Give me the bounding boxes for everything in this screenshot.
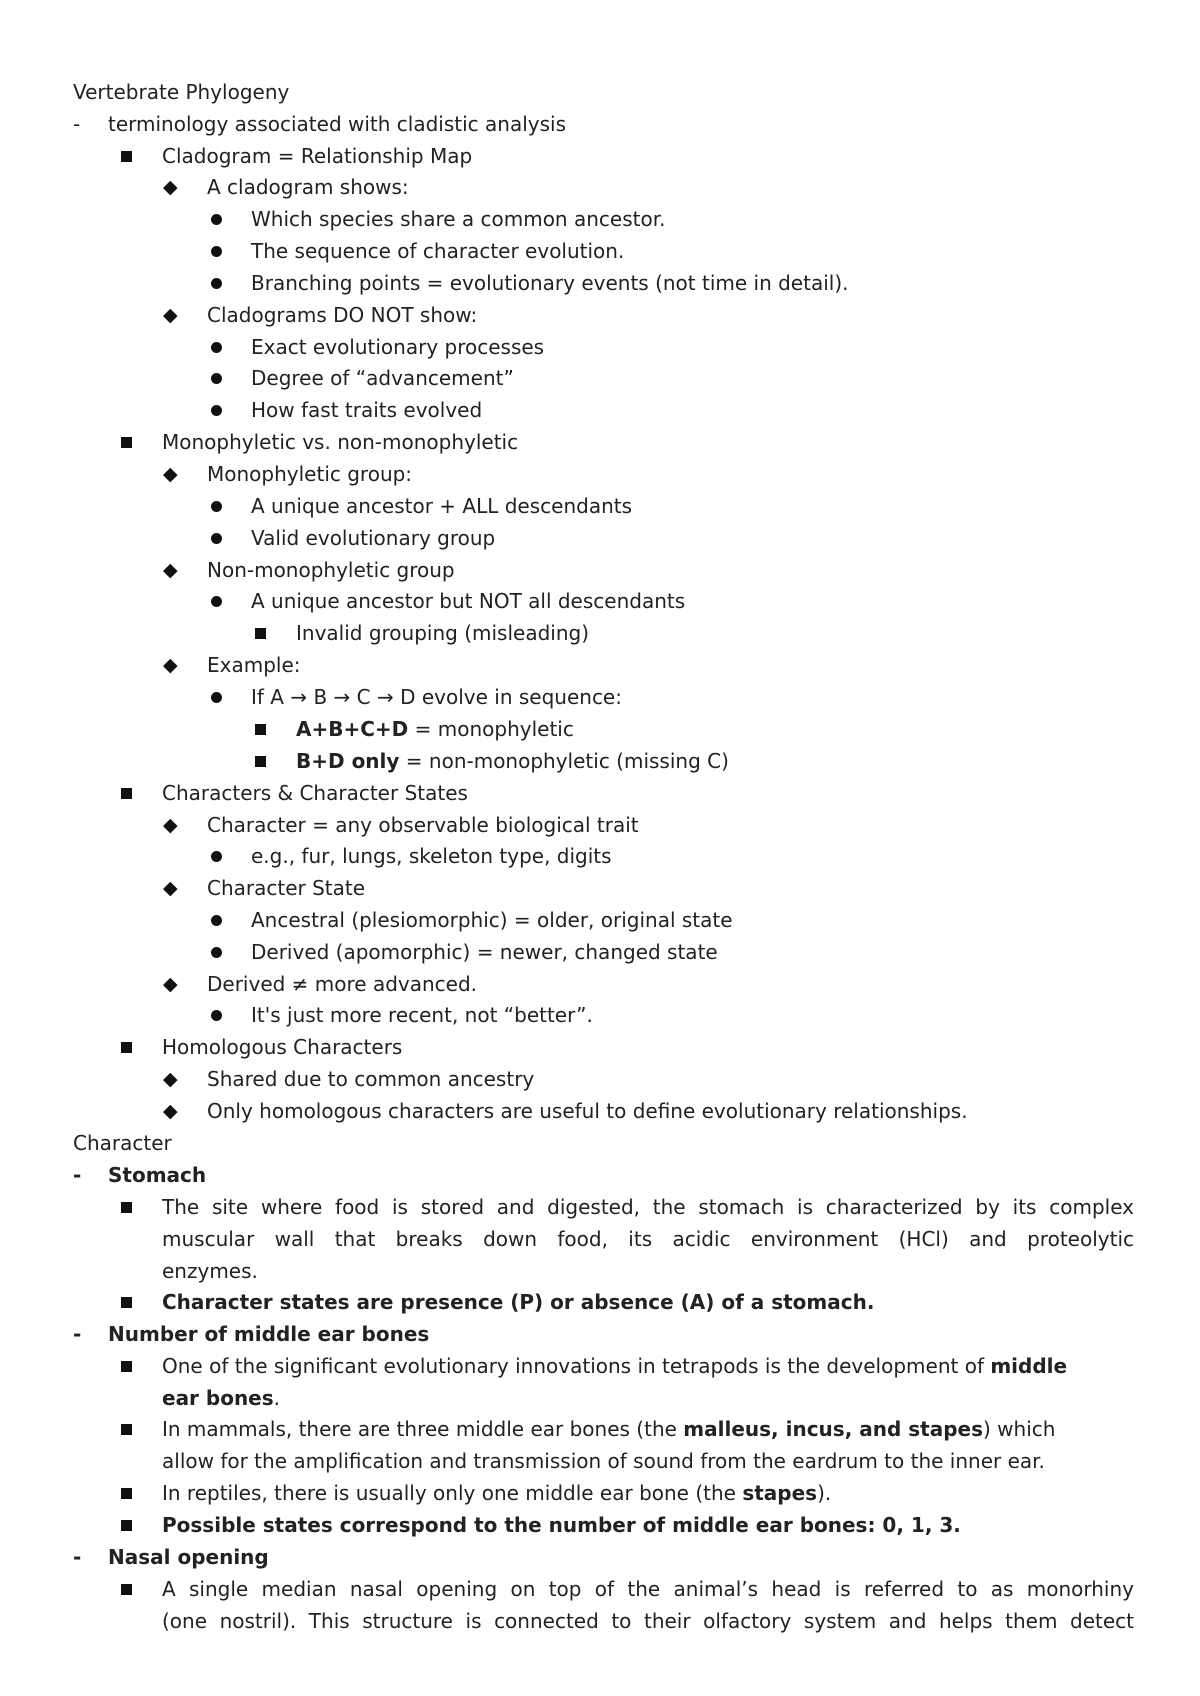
diamond-bullet-icon: ◆ bbox=[163, 877, 178, 899]
paragraph-line: enzymes. bbox=[162, 1259, 258, 1283]
square-bullet-icon bbox=[121, 1042, 132, 1053]
dot-bullet-icon bbox=[211, 533, 222, 544]
paragraph-line: A single median nasal opening on top of the animal’s head is referred to as monorhiny bbox=[162, 1577, 1134, 1601]
dot-bullet-icon bbox=[211, 915, 222, 926]
list-item: If A → B → C → D evolve in sequence: bbox=[251, 685, 622, 709]
dot-bullet-icon bbox=[211, 596, 222, 607]
bold-text: ear bones bbox=[162, 1386, 274, 1410]
dot-bullet-icon bbox=[211, 246, 222, 257]
dot-bullet-icon bbox=[211, 373, 222, 384]
text: = monophyletic bbox=[408, 717, 574, 741]
derived-note: Derived ≠ more advanced. bbox=[207, 972, 478, 996]
list-item: Degree of “advancement” bbox=[251, 366, 514, 390]
list-item: Which species share a common ancestor. bbox=[251, 207, 666, 231]
homo-heading: Homologous Characters bbox=[162, 1035, 403, 1059]
paragraph-line: allow for the amplification and transmission of sound from the eardrum to the inner ear. bbox=[162, 1449, 1045, 1473]
bold-text: middle bbox=[990, 1354, 1068, 1378]
list-item: Invalid grouping (misleading) bbox=[296, 621, 590, 645]
dot-bullet-icon bbox=[211, 1010, 222, 1021]
paragraph-line: The site where food is stored and digested, the stomach is characterized by its complex bbox=[162, 1195, 1134, 1219]
diamond-bullet-icon: ◆ bbox=[163, 973, 178, 995]
square-bullet-icon bbox=[121, 437, 132, 448]
mono-group: Monophyletic group: bbox=[207, 462, 413, 486]
square-bullet-icon bbox=[121, 151, 132, 162]
square-bullet-icon bbox=[121, 1584, 132, 1595]
square-bullet-icon bbox=[255, 724, 266, 735]
list-item: Ancestral (plesiomorphic) = older, original state bbox=[251, 908, 733, 932]
character-def: Character = any observable biological trait bbox=[207, 813, 639, 837]
list-item: Possible states correspond to the number of middle ear bones: 0, 1, 3. bbox=[162, 1513, 961, 1537]
paragraph-line: muscular wall that breaks down food, its acidic environment (HCl) and proteolytic bbox=[162, 1227, 1134, 1251]
list-item: Shared due to common ancestry bbox=[207, 1067, 535, 1091]
dot-bullet-icon bbox=[211, 692, 222, 703]
character-state: Character State bbox=[207, 876, 366, 900]
list-item: Only homologous characters are useful to define evolutionary relationships. bbox=[207, 1099, 968, 1123]
mono-heading: Monophyletic vs. non-monophyletic bbox=[162, 430, 519, 454]
list-item: Character states are presence (P) or absence (A) of a stomach. bbox=[162, 1290, 875, 1314]
paragraph-line bbox=[162, 1352, 1067, 1380]
text: One of the significant evolutionary innovations in tetrapods is the development of bbox=[162, 1354, 991, 1378]
dot-bullet-icon bbox=[211, 278, 222, 289]
dot-bullet-icon bbox=[211, 405, 222, 416]
cladogram-heading: Cladogram = Relationship Map bbox=[162, 144, 473, 168]
text: . bbox=[273, 1386, 281, 1410]
nasal-heading: Nasal opening bbox=[108, 1545, 269, 1569]
chars-heading: Characters & Character States bbox=[162, 781, 468, 805]
square-bullet-icon bbox=[255, 628, 266, 639]
page-title: Vertebrate Phylogeny bbox=[73, 80, 290, 104]
dash-bullet: - bbox=[73, 112, 81, 136]
dot-bullet-icon bbox=[211, 851, 222, 862]
paragraph-line bbox=[162, 1384, 280, 1412]
paragraph-line: (one nostril). This structure is connected to their olfactory system and helps them detect bbox=[162, 1609, 1134, 1633]
diamond-bullet-icon: ◆ bbox=[163, 654, 178, 676]
square-bullet-icon bbox=[255, 756, 266, 767]
square-bullet-icon bbox=[121, 1361, 132, 1372]
section-intro: terminology associated with cladistic analysis bbox=[108, 112, 566, 136]
diamond-bullet-icon: ◆ bbox=[163, 1068, 178, 1090]
list-item: A unique ancestor but NOT all descendants bbox=[251, 589, 686, 613]
bold-text: stapes bbox=[742, 1481, 818, 1505]
list-item: It's just more recent, not “better”. bbox=[251, 1003, 593, 1027]
square-bullet-icon bbox=[121, 1202, 132, 1213]
bold-text: malleus, incus, and stapes bbox=[683, 1417, 984, 1441]
diamond-bullet-icon: ◆ bbox=[163, 463, 178, 485]
text: ). bbox=[817, 1481, 832, 1505]
non-mono-group: Non-monophyletic group bbox=[207, 558, 455, 582]
square-bullet-icon bbox=[121, 1424, 132, 1435]
diamond-bullet-icon: ◆ bbox=[163, 1100, 178, 1122]
diamond-bullet-icon: ◆ bbox=[163, 176, 178, 198]
cladogram-not-show: Cladograms DO NOT show: bbox=[207, 303, 478, 327]
ear-heading: Number of middle ear bones bbox=[108, 1322, 430, 1346]
square-bullet-icon bbox=[121, 1297, 132, 1308]
square-bullet-icon bbox=[121, 1488, 132, 1499]
text: ) which bbox=[983, 1417, 1056, 1441]
text: = non-monophyletic (missing C) bbox=[399, 749, 729, 773]
dot-bullet-icon bbox=[211, 214, 222, 225]
text: In reptiles, there is usually only one middle ear bone (the bbox=[162, 1481, 743, 1505]
dash-bullet: - bbox=[73, 1322, 82, 1346]
diamond-bullet-icon: ◆ bbox=[163, 559, 178, 581]
list-item: A unique ancestor + ALL descendants bbox=[251, 494, 633, 518]
list-item: Branching points = evolutionary events (not time in detail). bbox=[251, 271, 849, 295]
list-item: Derived (apomorphic) = newer, changed state bbox=[251, 940, 718, 964]
square-bullet-icon bbox=[121, 788, 132, 799]
text: In mammals, there are three middle ear bones (the bbox=[162, 1417, 684, 1441]
dash-bullet: - bbox=[73, 1163, 82, 1187]
dot-bullet-icon bbox=[211, 342, 222, 353]
dot-bullet-icon bbox=[211, 947, 222, 958]
dash-bullet: - bbox=[73, 1545, 82, 1569]
list-item bbox=[296, 715, 574, 743]
list-item bbox=[296, 747, 729, 775]
square-bullet-icon bbox=[121, 1520, 132, 1531]
paragraph-line bbox=[162, 1479, 831, 1507]
dot-bullet-icon bbox=[211, 501, 222, 512]
diamond-bullet-icon: ◆ bbox=[163, 304, 178, 326]
bold-text: A+B+C+D bbox=[296, 717, 409, 741]
diamond-bullet-icon: ◆ bbox=[163, 814, 178, 836]
list-item: The sequence of character evolution. bbox=[251, 239, 625, 263]
list-item: e.g., fur, lungs, skeleton type, digits bbox=[251, 844, 612, 868]
list-item: How fast traits evolved bbox=[251, 398, 483, 422]
stomach-heading: Stomach bbox=[108, 1163, 207, 1187]
list-item: Exact evolutionary processes bbox=[251, 335, 545, 359]
example-label: Example: bbox=[207, 653, 301, 677]
bold-text: B+D only bbox=[296, 749, 400, 773]
paragraph-line bbox=[162, 1415, 1055, 1443]
cladogram-shows: A cladogram shows: bbox=[207, 175, 409, 199]
list-item: Valid evolutionary group bbox=[251, 526, 496, 550]
section-title: Character bbox=[73, 1131, 172, 1155]
